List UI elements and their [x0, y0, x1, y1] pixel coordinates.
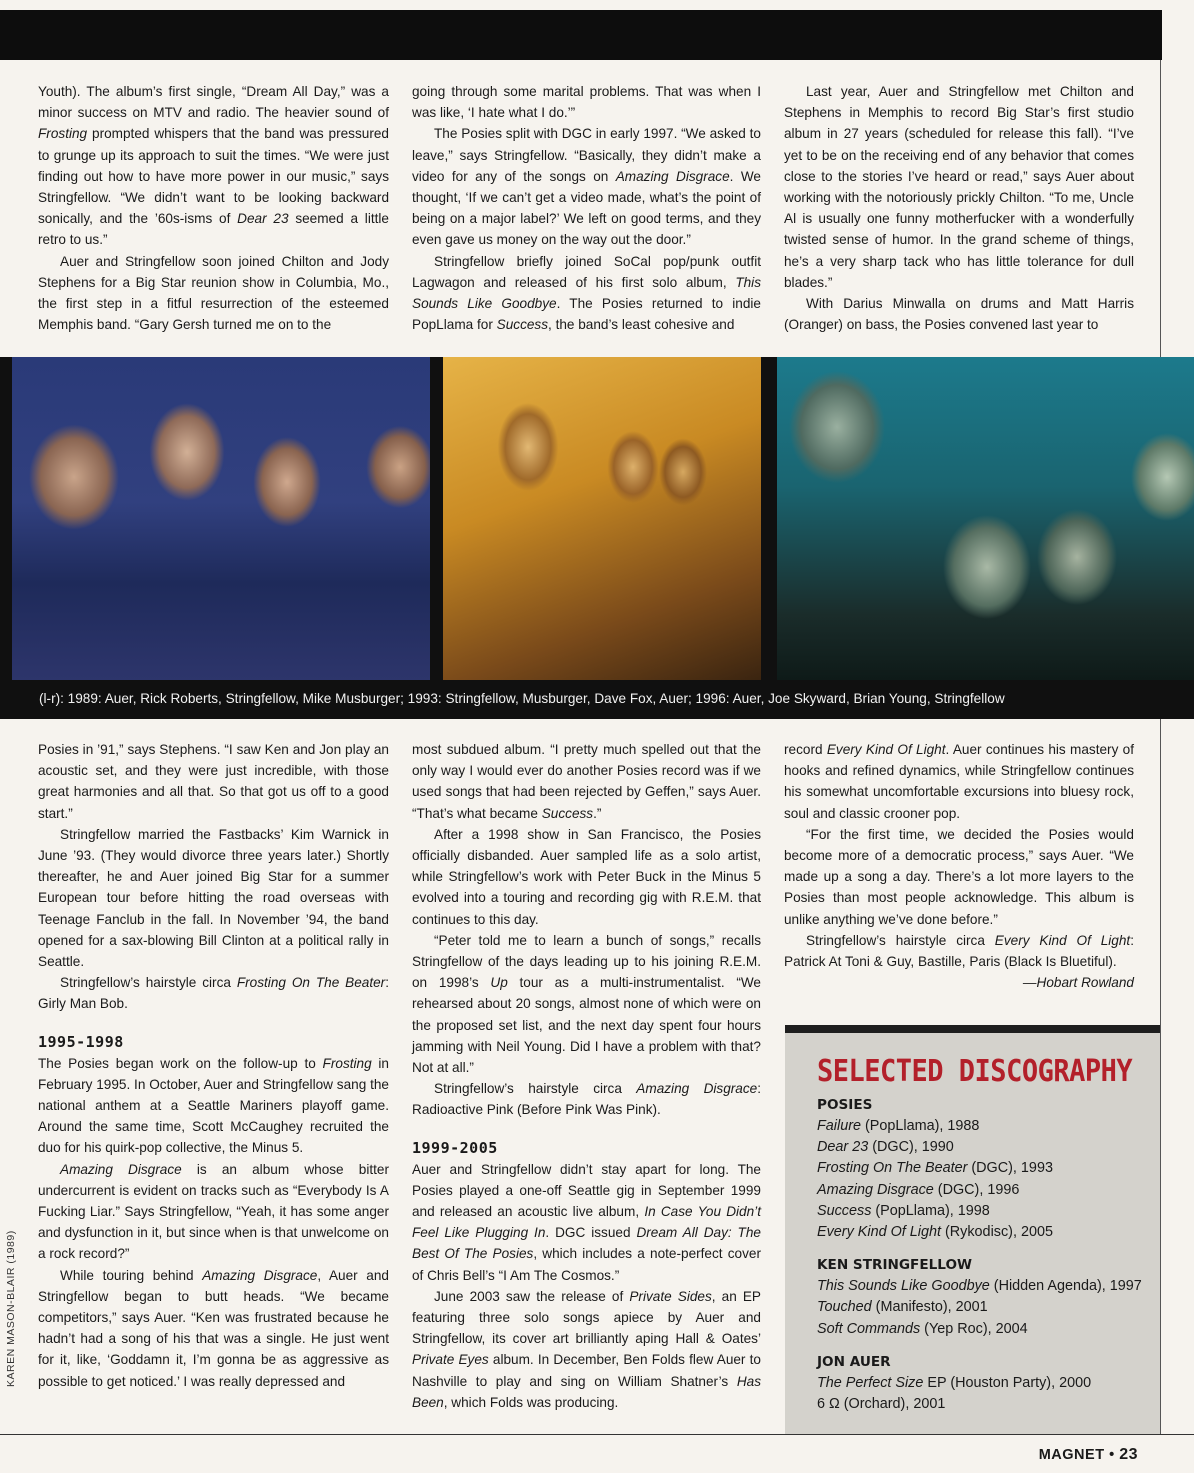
discography-item: The Perfect Size EP (Houston Party), 2000	[817, 1374, 1092, 1391]
paragraph: Last year, Auer and Stringfellow met Chilton and Stephens in Memphis to record Big Star’s first studio album in 27 years (scheduled for release this fall). “I’ve yet to be on the receiving end of any behavior that comes close to the stories I’ve heard or read,” says Auer about working with the notoriously prickly Chilton. “To me, Uncle Al is usually one funny motherfucker with a wonderfully twisted sense of humor. In the grand scheme of things, he’s a very sharp tack who has little tolerance for dull blades.”	[784, 84, 1134, 290]
column-1-top	[38, 81, 389, 335]
photo-strip	[0, 357, 1194, 719]
discography-artist: POSIES	[817, 1097, 873, 1113]
column-1-bottom	[38, 739, 389, 1392]
paragraph: Amazing Disgrace is an album whose bitter undercurrent is evident on tracks such as “Everybody Is A Fucking Liar.” Says Stringfellow, “Yeah, it has some anger and dysfunction in it, but since when is that unwelcome on a rock record?”	[38, 1161, 389, 1262]
paragraph: The Posies began work on the follow-up to Frosting in February 1995. In October, Auer and Stringfellow sang the national anthem at a Seattle Mariners playoff game. Around the same time, Scott McCaughey recruited the duo for his quirk-pop collective, the Minus 5.	[38, 1055, 389, 1156]
column-2-1999-text	[412, 1159, 761, 1413]
discography-item: Amazing Disgrace (DGC), 1996	[817, 1181, 1020, 1198]
right-rule	[1160, 60, 1161, 1435]
paragraph: With Darius Minwalla on drums and Matt Harris (Oranger) on bass, the Posies convened last year to	[784, 296, 1134, 333]
paragraph: “Peter told me to learn a bunch of songs,” recalls Stringfellow of the days leading up to his joining R.E.M. on 1998’s Up tour as a multi-instrumentalist. “We rehearsed about 20 songs, almost none of which were on the proposed set list, and the next day spent four hours jamming with Neil Young. Did I have a problem with that? Not at all.”	[412, 932, 761, 1076]
paragraph: Posies in ’91,” says Stephens. “I saw Ken and Jon play an acoustic set, and they were just incredible, with those great harmonies and all that. So that got us off to a good start.”	[38, 742, 389, 821]
paragraph: Stringfellow married the Fastbacks’ Kim Warnick in June ’93. (They would divorce three years later.) Shortly thereafter, he and Auer joined Big Star for a summer European tour before hitting the road overseas with Teenage Fanclub in the fall. In November ’94, the band opened for a sax-blowing Bill Clinton at a political rally in Seattle.	[38, 826, 389, 970]
column-3-top	[784, 81, 1134, 335]
column-3-text	[784, 739, 1134, 972]
paragraph: After a 1998 show in San Francisco, the Posies officially disbanded. Auer sampled life as a solo artist, while Stringfellow’s work with Peter Buck in the Minus 5 evolved into a touring and recording gig with R.E.M. that continues to this day.	[412, 826, 761, 927]
column-1-intro	[38, 739, 389, 1015]
folio	[1039, 1446, 1138, 1464]
discography-artist: JON AUER	[817, 1353, 891, 1370]
discography-title: SELECTED DISCOGRAPHY	[817, 1054, 1133, 1089]
paragraph: most subdued album. “I pretty much spelled out that the only way I would ever do another Posies record was if we used songs that had been rejected by Geffen,” says Auer. “That’s what became Success.”	[412, 742, 761, 821]
page-number: 23	[1119, 1446, 1138, 1463]
photo-1993	[443, 357, 761, 680]
footer-rule	[0, 1434, 1194, 1473]
paragraph: record Every Kind Of Light. Auer continues his mastery of hooks and refined dynamics, while Stringfellow continues his somewhat uncomfortable excursions into bluesy rock, soul and classic crooner pop.	[784, 742, 1135, 821]
discography-item: 6 Ω (Orchard), 2001	[817, 1396, 946, 1413]
header-bar	[0, 10, 1162, 60]
discography-item: This Sounds Like Goodbye (Hidden Agenda), 1997	[817, 1278, 1142, 1295]
paragraph: Auer and Stringfellow soon joined Chilton and Jody Stephens for a Big Star reunion show in Columbia, Mo., the first step in a fitful resurrection of the esteemed Memphis band. “Gary Gersh turned me on to the	[38, 253, 389, 333]
photo-credit: KAREN MASON-BLAIR (1989)	[5, 1230, 17, 1387]
discography-item: Frosting On The Beater (DGC), 1993	[817, 1160, 1053, 1177]
photo-caption: (l-r): 1989: Auer, Rick Roberts, Stringfellow, Mike Musburger; 1993: Stringfellow, Musburger, Dave Fox, Auer; 1996: Auer, Joe Skyward, Brian Young, Stringfellow	[39, 691, 1005, 706]
discography-list	[817, 1373, 1160, 1415]
discography-box	[785, 1025, 1160, 1435]
paragraph: Stringfellow briefly joined SoCal pop/punk outfit Lagwagon and released of his first solo album, This Sounds Like Goodbye. The Posies returned to indie PopLlama for Success, the band’s least cohesive and	[412, 253, 761, 333]
section-heading-1999: 1999-2005	[412, 1138, 498, 1157]
paragraph: going through some marital problems. That was when I was like, ‘I hate what I do.’”	[412, 84, 761, 121]
column-1-1995-text	[38, 1053, 389, 1392]
discography-item: Touched (Manifesto), 2001	[817, 1299, 988, 1316]
discography-item: Failure (PopLlama), 1988	[817, 1118, 980, 1134]
paragraph: Youth). The album’s first single, “Dream All Day,” was a minor success on MTV and radio. The heavier sound of Frosting prompted whispers that the band was pressured to grunge up its approach to suit the times. “We were just finding out how to have more power in our music,” says Stringfellow. “We didn’t want to be looking backward sonically, and the ’60s-isms of Dear 23 seemed a little retro to us.”	[38, 84, 389, 248]
photo-1989	[12, 357, 430, 680]
paragraph: Stringfellow’s hairstyle circa Every Kind Of Light: Patrick At Toni & Guy, Bastille, Paris (Black Is Bluetiful).	[784, 932, 1134, 970]
paragraph: Stringfellow’s hairstyle circa Frosting On The Beater: Girly Man Bob.	[38, 975, 389, 1012]
discography-item: Success (PopLlama), 1998	[817, 1202, 990, 1219]
column-2-text	[412, 739, 761, 1121]
paragraph: While touring behind Amazing Disgrace, Auer and Stringfellow began to butt heads. “We became competitors,” says Auer. “Ken was frustrated because he hadn’t had a song of his that was a single. He just went for it, like, ‘Goddamn it, I’m gonna be as aggressive as possible to get noticed.’ I was really depressed and	[38, 1267, 389, 1389]
paragraph: “For the first time, we decided the Posies would become more of a democratic process,” says Auer. “We made up a song a day. There’s a lot more layers to the Posies than most people acknowledge. This album is unlike anything we’ve done before.”	[784, 826, 1134, 927]
folio-separator: •	[1109, 1447, 1115, 1463]
section-heading-1995: 1995-1998	[38, 1032, 124, 1051]
discography-item: Every Kind Of Light (Rykodisc), 2005	[817, 1224, 1053, 1241]
column-3-bottom	[784, 739, 1134, 993]
discography-artist: KEN STRINGFELLOW	[817, 1257, 973, 1274]
discography-item: Soft Commands (Yep Roc), 2004	[817, 1320, 1028, 1337]
discography-item: Dear 23 (DGC), 1990	[817, 1139, 954, 1156]
discography-list	[817, 1116, 1160, 1243]
photo-1996	[777, 357, 1194, 680]
discography-list	[817, 1276, 1160, 1340]
paragraph: Auer and Stringfellow didn’t stay apart for long. The Posies played a one-off Seattle gig in September 1999 and released an acoustic live album, In Case You Didn’t Feel Like Plugging In. DGC issued Dream All Day: The Best Of The Posies, which includes a note-perfect cover of Chris Bell’s “I Am The Cosmos.”	[412, 1161, 761, 1283]
column-2-bottom	[412, 739, 761, 1413]
paragraph: Stringfellow’s hairstyle circa Amazing Disgrace: Radioactive Pink (Before Pink Was Pink).	[412, 1081, 761, 1118]
discography-groups	[817, 1095, 1160, 1415]
paragraph: The Posies split with DGC in early 1997. “We asked to leave,” says Stringfellow. “Basically, they didn’t make a video for any of the songs on Amazing Disgrace. We thought, ‘If we can’t get a video made, what’s the point of being on a major label?’ We left on good terms, and they even gave us money on the way out the door.”	[412, 126, 761, 248]
magazine-name: MAGNET	[1038, 1447, 1105, 1463]
byline: —Hobart Rowland	[1022, 975, 1134, 991]
column-2-top	[412, 81, 761, 335]
paragraph: June 2003 saw the release of Private Sides, an EP featuring three solo songs apiece by Auer and Stringfellow, its cover art brilliantly aping Hall & Oates’ Private Eyes album. In December, Ben Folds flew Auer to Nashville to play and sing on William Shatner’s Has Been, which Folds was producing.	[412, 1288, 762, 1410]
